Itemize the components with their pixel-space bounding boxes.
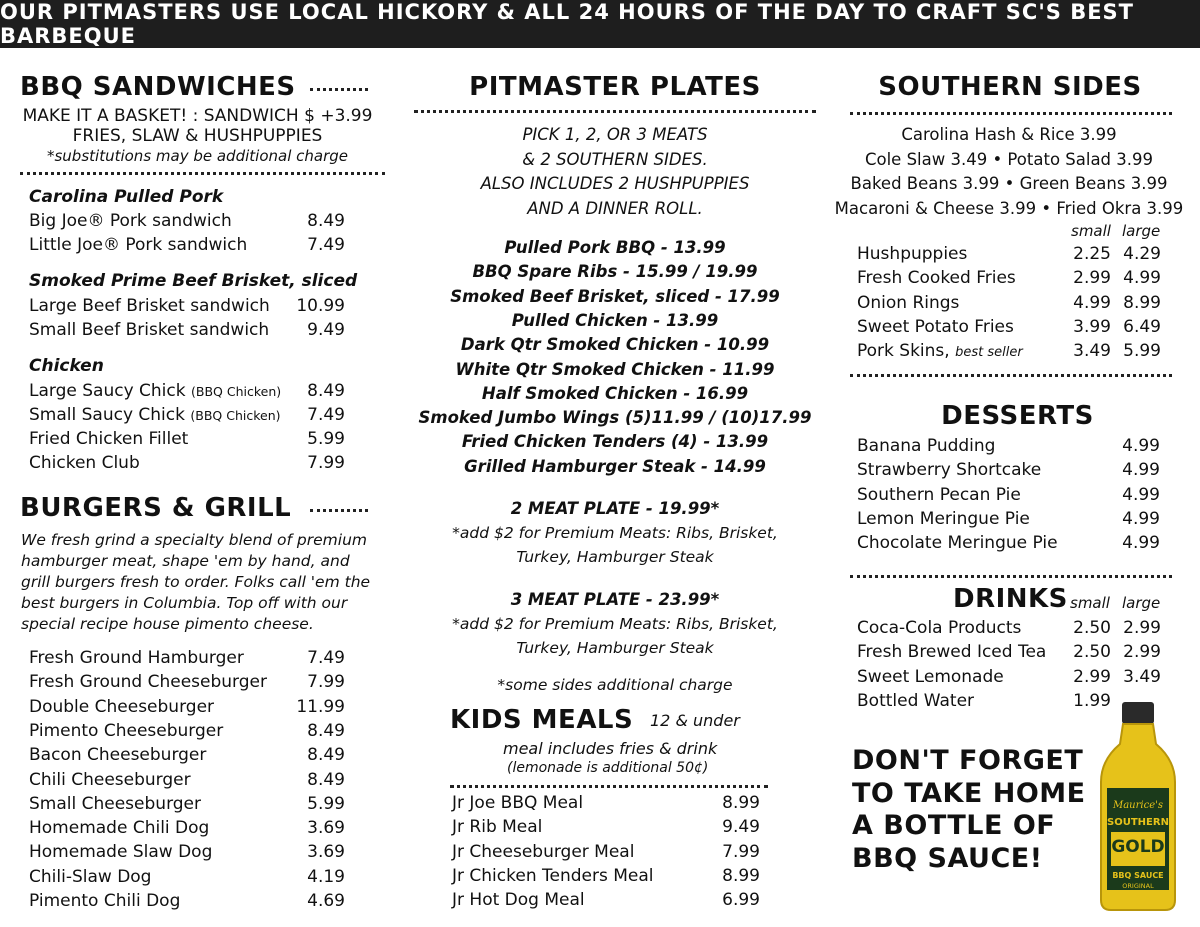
sides-line: Baked Beans 3.99 • Green Beans 3.99 (850, 174, 1168, 193)
menu-item-price: 7.99 (307, 453, 345, 473)
sides-line: Macaroni & Cheese 3.99 • Fried Okra 3.99 (834, 198, 1184, 218)
desserts-title: DESSERTS (941, 401, 1094, 431)
promo-line: TO TAKE HOME (852, 777, 1086, 809)
price-large: 4.29 (1123, 244, 1161, 264)
price-small: 2.25 (1073, 244, 1111, 264)
menu-item (857, 618, 1021, 638)
two-meat-plate: 2 MEAT PLATE - 19.99* (510, 499, 720, 518)
group-heading: Carolina Pulled Pork (29, 187, 224, 207)
title-dots (310, 88, 368, 91)
divider-dots (850, 575, 1172, 578)
menu-item-name: Fresh Cooked Fries (857, 268, 1016, 289)
divider-dots (850, 374, 1172, 377)
menu-item-note: (BBQ Chicken) (191, 384, 282, 399)
menu-item-name: Chocolate Meringue Pie (857, 533, 1058, 554)
three-meat-note: Turkey, Hamburger Steak (516, 639, 714, 657)
menu-item-note: (BBQ Chicken) (190, 408, 281, 423)
menu-item-price: 4.19 (307, 866, 345, 887)
pitmaster-plates-title: PITMASTER PLATES (469, 72, 761, 102)
menu-item-name: Bottled Water (857, 690, 975, 711)
menu-item-price: 10.99 (296, 296, 345, 316)
sides-line: Cole Slaw 3.49 • Potato Salad 3.99 (864, 149, 1154, 169)
plates-intro (410, 123, 820, 221)
menu-item-price: 8.49 (307, 769, 345, 790)
menu-item (857, 509, 1030, 529)
menu-item-price: 8.49 (307, 745, 345, 766)
menu-item-price: 5.99 (307, 429, 345, 449)
menu-item-name: Homemade Chili Dog (29, 818, 210, 839)
description-line: We fresh grind a specialty blend of premium (21, 531, 367, 549)
menu-item-name: Southern Pecan Pie (857, 484, 1021, 505)
divider-dots (414, 110, 816, 113)
price-small: 2.50 (1073, 618, 1111, 638)
price-small: 4.99 (1073, 292, 1111, 313)
menu-item-name: Hushpuppies (857, 244, 968, 264)
menu-item-price: 9.49 (307, 320, 345, 340)
menu-item-name: Sweet Lemonade (857, 666, 1004, 687)
menu-item-name: Pork Skins, (857, 341, 950, 362)
menu-item-price: 4.99 (1122, 484, 1160, 505)
two-meat-note: Turkey, Hamburger Steak (516, 548, 714, 566)
promo-line: A BOTTLE OF (852, 810, 1056, 841)
menu-item-price: 8.49 (307, 381, 345, 401)
price-small: 2.99 (1073, 268, 1111, 289)
description-line: hamburger meat, shape 'em by hand, and (21, 552, 350, 570)
promo-line: BBQ SAUCE! (852, 842, 1043, 874)
bbq-sandwiches-title: BBQ SANDWICHES (20, 72, 296, 102)
menu-item-name: Fresh Ground Cheeseburger (29, 672, 267, 693)
col-large-label: large (1122, 594, 1161, 612)
menu-item-name: Large Beef Brisket sandwich (29, 296, 270, 316)
divider-dots (450, 785, 768, 788)
menu-item-price: 8.49 (307, 211, 345, 231)
menu-item (857, 436, 995, 456)
menu-item (857, 533, 1058, 553)
menu-item (29, 672, 267, 692)
menu-item-name: Chili Cheeseburger (29, 769, 191, 790)
price-small: 2.99 (1073, 666, 1111, 687)
menu-item (29, 818, 209, 838)
menu-item (29, 891, 180, 911)
menu-item (452, 842, 634, 862)
intro-line: & 2 SOUTHERN SIDES. (522, 149, 708, 169)
menu-item-name: Chili-Slaw Dog (29, 866, 152, 887)
description-line: grill burgers fresh to order. Folks call 'em the (21, 573, 371, 591)
bottle-brand: Maurice's (1112, 800, 1164, 811)
menu-item-name: Pimento Cheeseburger (29, 720, 224, 741)
price-large: 3.49 (1123, 666, 1161, 687)
menu-item (857, 268, 1016, 288)
burgers-title: BURGERS & GRILL (20, 493, 292, 523)
sauce-promo (852, 745, 1086, 875)
menu-item (29, 648, 244, 668)
top-banner: OUR PITMASTERS USE LOCAL HICKORY & ALL 24 HOURS OF THE DAY TO CRAFT SC'S BEST BARBEQUE (0, 0, 1200, 48)
menu-item-price: 4.99 (1122, 436, 1160, 456)
three-meat-note: *add $2 for Premium Meats: Ribs, Brisket, (452, 615, 778, 633)
col-small-label: small (1070, 594, 1110, 612)
menu-item (857, 293, 959, 313)
menu-item-name: Fresh Brewed Iced Tea (857, 642, 1047, 663)
title-dots (310, 509, 368, 512)
plate-item: Smoked Jumbo Wings (5)11.99 / (10)17.99 (418, 408, 812, 428)
two-meat-note: *add $2 for Premium Meats: Ribs, Brisket, (452, 524, 778, 542)
menu-item-name: Strawberry Shortcake (857, 460, 1042, 481)
menu-item-name: Sweet Potato Fries (857, 316, 1014, 337)
menu-item (452, 793, 583, 813)
menu-item-price: 4.69 (307, 891, 345, 911)
promo-line: DON'T FORGET (852, 745, 1084, 776)
menu-item-name: Jr Chicken Tenders Meal (452, 865, 654, 886)
menu-item-name: Jr Cheeseburger Meal (452, 841, 635, 862)
menu-item (29, 381, 281, 401)
menu-item (857, 244, 967, 264)
plate-item: White Qtr Smoked Chicken - 11.99 (455, 359, 775, 379)
menu-item-price: 8.49 (307, 720, 345, 741)
bottle-name: SOUTHERN (1107, 817, 1169, 828)
bottle-cap (1122, 702, 1154, 724)
sides-line: Carolina Hash & Rice 3.99 (901, 125, 1117, 144)
menu-item-name: Banana Pudding (857, 436, 996, 456)
menu-item-name: Jr Rib Meal (452, 817, 543, 838)
menu-item-name: Fried Chicken Fillet (29, 429, 189, 449)
menu-item (857, 485, 1021, 505)
menu-item-name: Double Cheeseburger (29, 696, 215, 717)
menu-item-name: Small Saucy Chick (29, 405, 185, 425)
price-large: 4.99 (1123, 268, 1161, 289)
plate-item: Smoked Beef Brisket, sliced - 17.99 (450, 286, 780, 306)
menu-item-price: 7.99 (307, 672, 345, 693)
menu-item-price: 7.99 (722, 841, 760, 862)
menu-item-name: Jr Hot Dog Meal (452, 890, 585, 911)
plate-item: BBQ Spare Ribs - 15.99 / 19.99 (472, 262, 758, 282)
menu-item (452, 866, 654, 886)
kids-age: 12 & under (650, 711, 740, 730)
menu-item-price: 11.99 (296, 696, 345, 717)
menu-item-price: 5.99 (307, 793, 345, 814)
price-large: 6.49 (1123, 316, 1161, 337)
three-meat-plate: 3 MEAT PLATE - 23.99* (510, 590, 720, 609)
menu-item-price: 4.99 (1122, 460, 1160, 481)
description-line: best burgers in Columbia. Top off with our (21, 594, 348, 612)
menu-item-name: Lemon Meringue Pie (857, 508, 1030, 529)
price-small: 2.50 (1073, 642, 1111, 663)
price-small: 3.99 (1073, 316, 1111, 337)
menu-item (452, 890, 585, 910)
drinks-title: DRINKS (953, 584, 1068, 614)
price-large: 2.99 (1123, 642, 1161, 663)
menu-item (29, 867, 151, 887)
menu-item-name: Fresh Ground Hamburger (29, 648, 244, 668)
burgers-description (21, 530, 396, 635)
plate-item: Fried Chicken Tenders (4) - 13.99 (461, 432, 769, 452)
menu-item-price: 4.99 (1122, 533, 1160, 554)
substitution-note: *substitutions may be additional charge (46, 147, 348, 165)
menu-item (29, 697, 214, 717)
kids-meals-title: KIDS MEALS (450, 705, 634, 735)
divider-dots (850, 112, 1172, 115)
bottle-name: GOLD (1111, 837, 1165, 857)
basket-line-1: MAKE IT A BASKET! : SANDWICH $ +3.99 (22, 106, 373, 126)
bottle-variant: ORIGINAL (1122, 882, 1154, 890)
menu-item (857, 642, 1046, 662)
menu-item-name: Jr Joe BBQ Meal (452, 793, 584, 813)
menu-item (452, 817, 542, 837)
menu-item-price: 8.99 (722, 865, 760, 886)
plate-item: Pulled Chicken - 13.99 (511, 310, 719, 330)
menu-item-name: Pimento Chili Dog (29, 891, 181, 911)
menu-item (857, 460, 1041, 480)
basket-line-2: FRIES, SLAW & HUSHPUPPIES (72, 126, 323, 146)
menu-item-name: Little Joe® Pork sandwich (29, 235, 248, 255)
menu-item-price: 6.99 (722, 890, 760, 911)
intro-line: PICK 1, 2, OR 3 MEATS (522, 125, 708, 144)
menu-item (857, 341, 1023, 361)
menu-item-price: 7.49 (307, 648, 345, 668)
bottle-name: BBQ SAUCE (1112, 871, 1164, 880)
group-heading: Chicken (29, 356, 104, 376)
price-small: 3.49 (1073, 341, 1111, 362)
southern-sides-title: SOUTHERN SIDES (878, 72, 1142, 102)
menu-item (29, 842, 212, 862)
menu-item-name: Bacon Cheeseburger (29, 745, 207, 766)
menu-item-name: Onion Rings (857, 292, 960, 313)
menu-item (29, 794, 201, 814)
kids-note: (lemonade is additional 50¢) (507, 760, 709, 776)
menu-item (29, 770, 191, 790)
sides-charge-note: *some sides additional charge (497, 676, 733, 694)
intro-line: ALSO INCLUDES 2 HUSHPUPPIES (480, 174, 750, 193)
menu-item-price: 3.69 (307, 818, 345, 839)
col-large-label: large (1122, 222, 1161, 240)
menu-item (857, 691, 974, 711)
price-large: 5.99 (1123, 341, 1161, 362)
menu-item-note: best seller (955, 345, 1023, 361)
menu-item-name: Small Cheeseburger (29, 793, 201, 814)
menu-item-price: 4.99 (1122, 508, 1160, 529)
description-line: special recipe house pimento cheese. (21, 615, 314, 633)
divider-dots (20, 172, 385, 175)
plate-item: Dark Qtr Smoked Chicken - 10.99 (460, 335, 770, 355)
menu-item-name: Homemade Slaw Dog (29, 842, 213, 863)
price-small: 1.99 (1073, 690, 1111, 711)
menu-item (857, 317, 1014, 337)
menu-item-name: Chicken Club (29, 453, 140, 473)
menu-item-price: 3.69 (307, 842, 345, 863)
menu-item-price: 7.49 (307, 235, 345, 255)
menu-item-price: 9.49 (722, 817, 760, 838)
menu-item (29, 721, 223, 741)
menu-item (857, 667, 1004, 687)
plate-item: Half Smoked Chicken - 16.99 (481, 383, 749, 403)
menu-item (29, 405, 281, 425)
menu-item-name: Large Saucy Chick (29, 381, 186, 401)
bbq-sauce-bottle-image (1093, 700, 1183, 915)
menu-item-name: Big Joe® Pork sandwich (29, 211, 232, 231)
intro-line: AND A DINNER ROLL. (527, 198, 703, 218)
price-large: 2.99 (1123, 618, 1161, 638)
menu-item-name: Small Beef Brisket sandwich (29, 320, 270, 340)
menu-item-name: Coca-Cola Products (857, 618, 1022, 638)
plate-item: Grilled Hamburger Steak - 14.99 (464, 456, 766, 476)
plate-item: Pulled Pork BBQ - 13.99 (504, 238, 726, 257)
group-heading: Smoked Prime Beef Brisket, sliced (29, 271, 358, 291)
menu-item-price: 8.99 (722, 793, 760, 813)
kids-note: meal includes fries & drink (503, 739, 718, 758)
col-small-label: small (1071, 222, 1111, 240)
menu-item-price: 7.49 (307, 405, 345, 425)
menu-item (29, 745, 206, 765)
sides-lines (830, 123, 1188, 221)
price-large: 8.99 (1123, 292, 1161, 313)
